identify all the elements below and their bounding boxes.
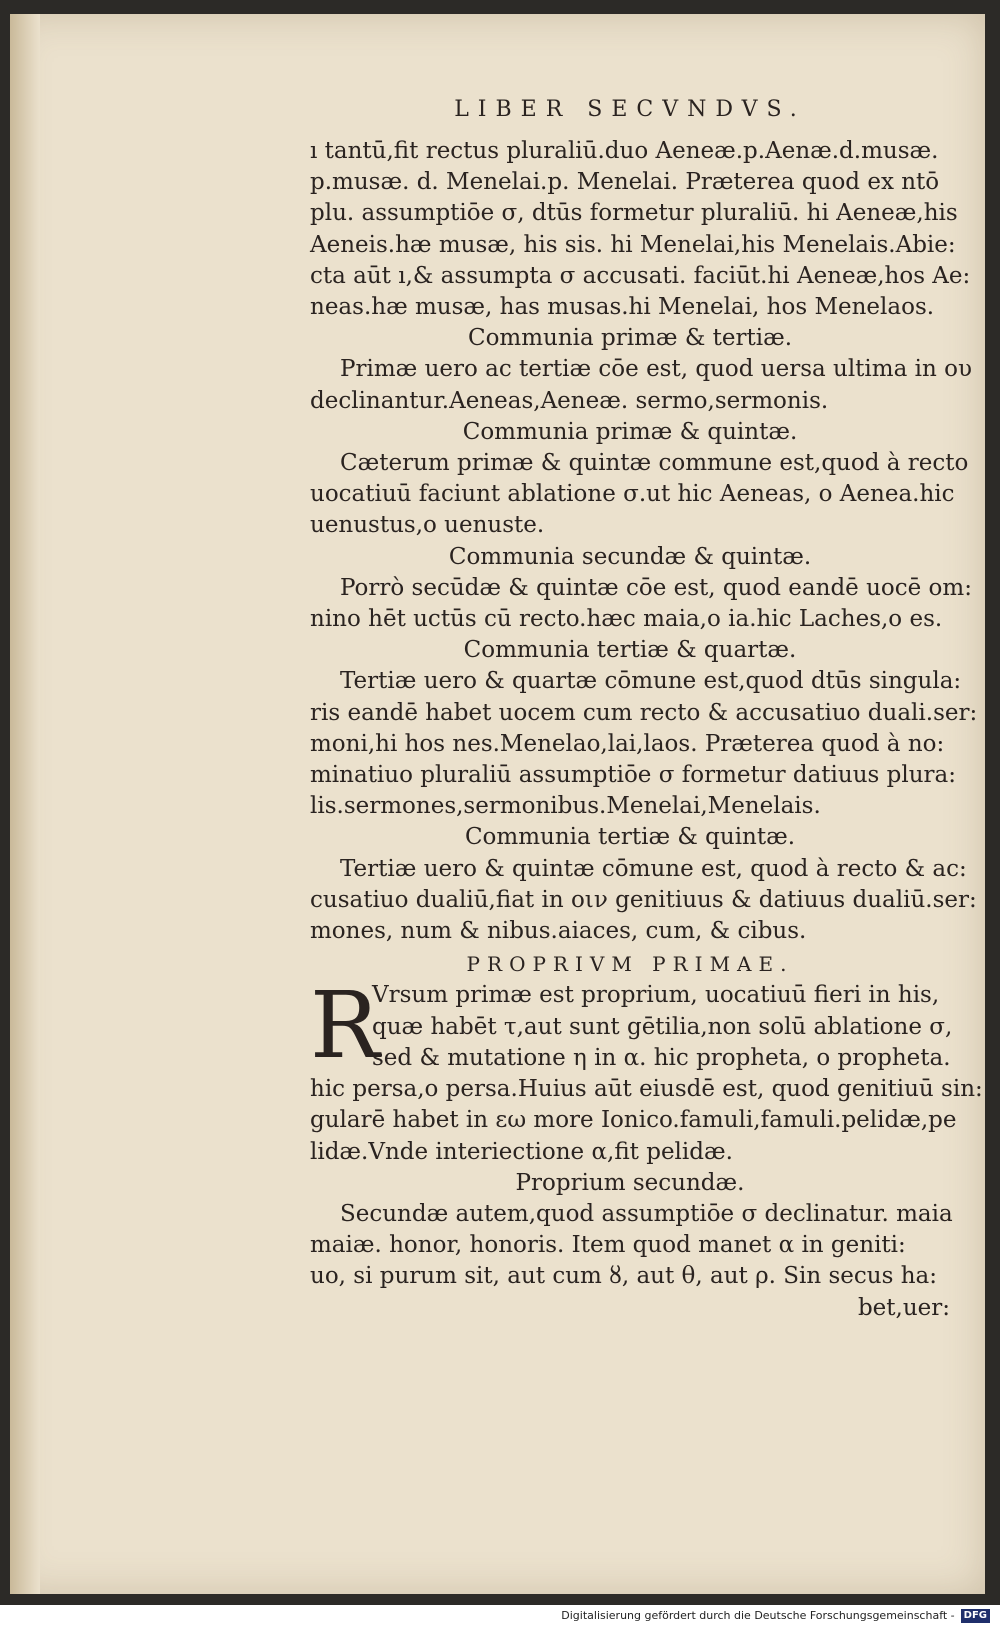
drop-cap-letter: R <box>310 972 380 1080</box>
text-line: neas.hæ musæ, has musas.hi Menelai, hos Menelaos. <box>310 294 935 321</box>
section-heading: Communia primæ & tertiæ. <box>467 325 793 352</box>
text-line: quæ habēt τ,aut sunt gētilia,non solū ablatione σ, <box>372 1013 953 1040</box>
page-gutter <box>10 14 40 1594</box>
text-line: gularē habet in εω more Ionico.famuli,famuli.pelidæ,pe <box>310 1107 957 1134</box>
text-block <box>310 94 983 1324</box>
section-heading: Communia tertiæ & quartæ. <box>463 637 797 664</box>
text-lines-before <box>310 136 978 980</box>
text-line: ı tantū,fit rectus pluraliū.duo Aeneæ.p.Aenæ.d.musæ. <box>310 138 939 164</box>
text-line: uocatiuū faciunt ablatione σ.ut hic Aeneas, o Aenea.hic <box>310 481 955 508</box>
text-line: Aeneis.hæ musæ, his sis. hi Menelai,his Menelais.Abie: <box>310 231 956 258</box>
footer-text: Digitalisierung gefördert durch die Deutsche Forschungsgemeinschaft - <box>561 1609 955 1622</box>
text-line: Vrsum primæ est proprium, uocatiuū fieri in his, <box>372 982 940 1009</box>
text-lines-after <box>310 1074 983 1324</box>
dfg-logo: DFG <box>961 1609 990 1623</box>
text-line: uo, si purum sit, aut cum ȣ, aut θ, aut ρ. Sin secus ha: <box>310 1263 937 1290</box>
text-line: declinantur.Aeneas,Aeneæ. sermo,sermonis. <box>310 387 829 414</box>
book-page <box>10 14 985 1594</box>
section-heading: Proprium secundæ. <box>515 1169 745 1196</box>
paragraph-first-line: Tertiæ uero & quintæ cōmune est, quod à recto & ac: <box>340 855 967 882</box>
paragraph-first-line: Secundæ autem,quod assumptiōe σ declinatur. maia <box>340 1200 953 1227</box>
section-heading: Communia secundæ & quintæ. <box>448 543 812 570</box>
text-line: mones, num & nibus.aiaces, cum, & cibus. <box>310 918 807 945</box>
text-line: cta aūt ı,& assumpta σ accusati. faciūt.hi Aeneæ,hos Ae: <box>310 262 971 289</box>
text-line: moni,hi hos nes.Menelao,lai,laos. Præterea quod à no: <box>310 730 945 757</box>
text-line: ris eandē habet uocem cum recto & accusatiuo duali.ser: <box>310 699 978 726</box>
text-line: nino hēt uctūs cū recto.hæc maia,o ia.hic Laches,o es. <box>310 606 943 633</box>
digitization-footer <box>0 1605 1000 1627</box>
text-line: uenustus,o uenuste. <box>310 512 545 539</box>
paragraph-first-line: Cæterum primæ & quintæ commune est,quod à recto <box>340 450 969 477</box>
text-line: maiæ. honor, honoris. Item quod manet α in geniti: <box>310 1232 906 1259</box>
running-head: LIBER SECVNDVS. <box>454 97 806 122</box>
drop-cap-paragraph <box>310 972 953 1080</box>
text-line: minatiuo pluraliū assumptiōe σ formetur datiuus plura: <box>310 762 956 789</box>
paragraph-first-line: Primæ uero ac tertiæ cōe est, quod uersa ultima in ου <box>340 356 972 383</box>
paragraph-first-line: Tertiæ uero & quartæ cōmune est,quod dtūs singula: <box>340 668 962 695</box>
text-line: lis.sermones,sermonibus.Menelai,Menelais. <box>310 793 821 820</box>
text-line: cusatiuo dualiū,fiat in οιν genitiuus & datiuus dualiū.ser: <box>310 886 977 913</box>
section-heading: Communia primæ & quintæ. <box>462 418 798 445</box>
section-heading-caps: PROPRIVM PRIMAE. <box>466 952 794 977</box>
text-line: p.musæ. d. Menelai.p. Menelai. Præterea quod ex ntō <box>310 169 940 196</box>
text-line: lidæ.Vnde interiectione α,fit pelidæ. <box>310 1138 733 1165</box>
catchword: bet,uer: <box>857 1294 950 1321</box>
text-line: hic persa,o persa.Huius aūt eiusdē est, quod genitiuū sin: <box>310 1076 983 1103</box>
text-line: sed & mutatione η in α. hic propheta, o propheta. <box>372 1044 951 1071</box>
section-heading: Communia tertiæ & quintæ. <box>464 824 796 851</box>
paragraph-first-line: Porrò secūdæ & quintæ cōe est, quod eandē uocē om: <box>340 574 972 601</box>
text-line: plu. assumptiōe σ, dtūs formetur pluraliū. hi Aeneæ,his <box>310 200 958 227</box>
